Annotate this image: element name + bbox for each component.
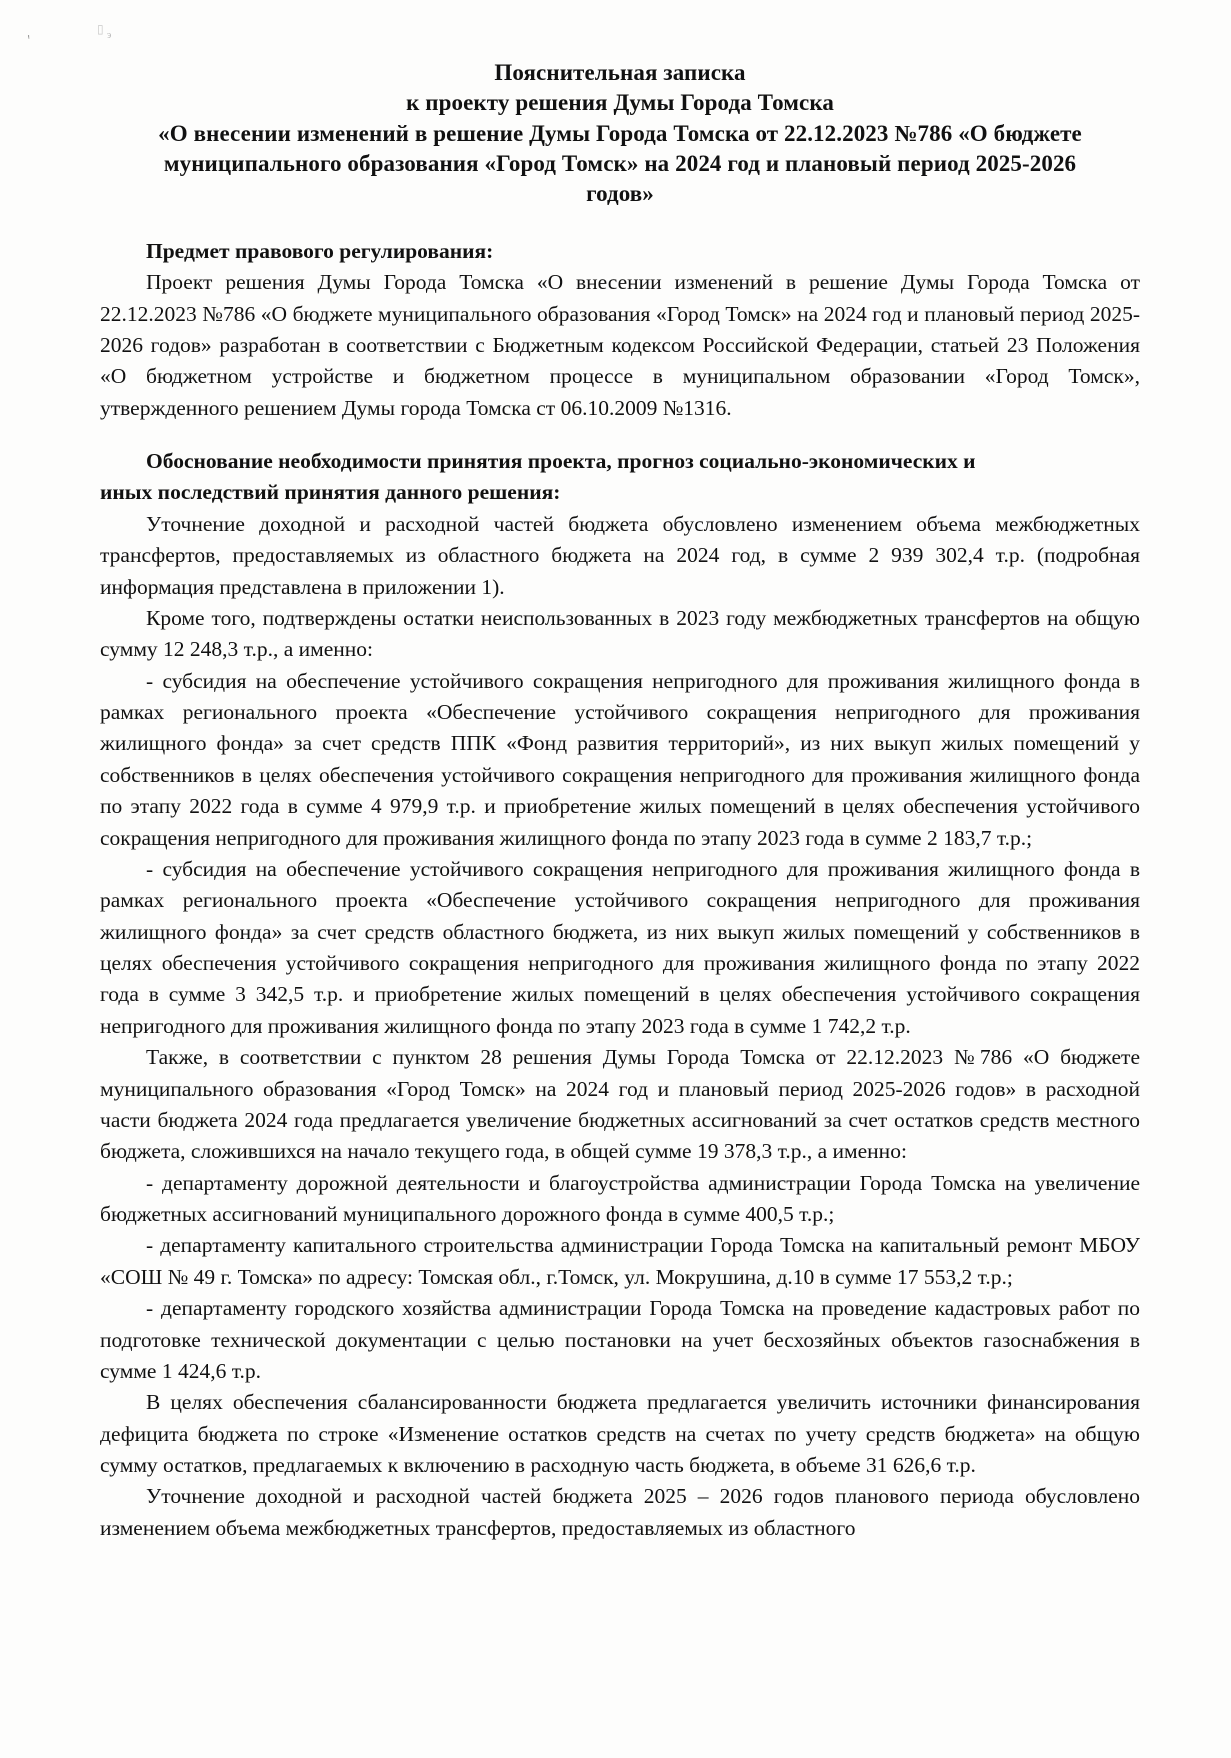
title-line-1: Пояснительная записка: [494, 60, 746, 85]
document-body: [100, 58, 1140, 1544]
paragraph-rationale-2: Кроме того, подтверждены остатки неиспользованных в 2023 году межбюджетных трансфертов на общую сумму 12 248,3 т.р., а именно:: [100, 605, 1140, 662]
section-heading-rationale-line1: Обоснование необходимости принятия проекта, прогноз социально-экономических и: [146, 449, 976, 474]
scan-artifact-top: ▯: [97, 22, 104, 36]
spacer: [100, 424, 1140, 446]
paragraph-rationale-1: Уточнение доходной и расходной частей бюджета обусловлено изменением объема межбюджетных трансфертов, предоставляемых из областного бюджета на 2024 год, в сумме 2 939 302,4 т.р. (подробная информация представлена в приложении 1).: [100, 511, 1140, 599]
paragraph-rationale-4: - субсидия на обеспечение устойчивого сокращения непригодного для проживания жилищного фонда в рамках регионального проекта «Обеспечение устойчивого сокращения непригодного для проживания жилищного фонда» за счет средств областного бюджета, из них выкуп жилых помещений у собственников в целях обеспечения устойчивого сокращения непригодного для проживания жилищного фонда по этапу 2022 года в сумме 3 342,5 т.р. и приобретение жилых помещений в целях обеспечения устойчивого сокращения непригодного для проживания жилищного фонда по этапу 2023 года в сумме 1 742,2 т.р.: [100, 856, 1140, 1038]
paragraph-rationale-9: В целях обеспечения сбалансированности бюджета предлагается увеличить источники финансирования дефицита бюджета по строке «Изменение остатков средств на счетах по учету средств бюджета» на общую сумму остатков, предлагаемых к включению в расходную часть бюджета, в объеме 31 626,6 т.р.: [100, 1390, 1140, 1478]
paragraph-rationale-6: - департаменту дорожной деятельности и благоустройства администрации Города Томска на увеличение бюджетных ассигнований муниципального дорожного фонда в сумме 400,5 т.р.;: [100, 1170, 1140, 1227]
document-title: [100, 58, 1140, 210]
paragraph-rationale-5: Также, в соответствии с пунктом 28 решения Думы Города Томска от 22.12.2023 №786 «О бюджете муниципального образования «Город Томск» на 2024 год и плановый период 2025-2026 годов» в расходной части бюджета 2024 года предлагается увеличение бюджетных ассигнований за счет остатков средств местного бюджета, сложившихся на начало текущего года, в общей сумме 19 378,3 т.р., а именно:: [100, 1045, 1140, 1164]
scan-artifact-left: ꞌ: [26, 31, 32, 47]
paragraph-rationale-3: - субсидия на обеспечение устойчивого сокращения непригодного для проживания жилищного фонда в рамках регионального проекта «Обеспечение устойчивого сокращения непригодного для проживания жилищного фонда» за счет средств ППК «Фонд развития территорий», из них выкуп жилых помещений у собственников в целях обеспечения устойчивого сокращения непригодного для проживания жилищного фонда по этапу 2022 года в сумме 4 979,9 т.р. и приобретение жилых помещений в целях обеспечения устойчивого сокращения непригодного для проживания жилищного фонда по этапу 2023 года в сумме 2 183,7 т.р.;: [100, 668, 1140, 850]
paragraph-rationale-8: - департаменту городского хозяйства администрации Города Томска на проведение кадастровых работ по подготовке технической документации с целью постановки на учет бесхозяйных объектов газоснабжения в сумме 1 424,6 т.р.: [100, 1296, 1140, 1383]
title-line-5: годов»: [586, 181, 654, 207]
section-heading-rationale-line2: иных последствий принятия данного решения:: [100, 480, 561, 505]
paragraph-rationale-7: - департаменту капитального строительства администрации Города Томска на капитальный ремонт МБОУ «СОШ № 49 г. Томска» по адресу: Томская обл., г.Томск, ул. Мокрушина, д.10 в сумме 17 553,2 т.р.;: [100, 1233, 1140, 1289]
title-line-2: к проекту решения Думы Города Томска: [406, 90, 834, 116]
document-text: [100, 236, 1140, 1544]
title-line-4: муниципального образования «Город Томск» на 2024 год и плановый период 2025-2026: [163, 151, 1077, 177]
paragraph-subject-1: Проект решения Думы Города Томска «О внесении изменений в решение Думы Города Томска от 22.12.2023 №786 «О бюджете муниципального образования «Город Томск» на 2024 год и плановый период 2025-2026 годов» разработан в соответствии с Бюджетным кодексом Российской Федерации, статьей 23 Положения «О бюджетном устройстве и бюджетном процессе в муниципальном образовании «Город Томск», утвержденного решением Думы города Томска ст 06.10.2009 №1316.: [100, 270, 1140, 420]
paragraph-rationale-10: Уточнение доходной и расходной частей бюджета 2025 – 2026 годов планового периода обусловлено изменением объема межбюджетных трансфертов, предоставляемых из областного: [100, 1484, 1140, 1540]
title-line-3: «О внесении изменений в решение Думы Города Томска от 22.12.2023 №786 «О бюджете: [158, 120, 1082, 146]
section-heading-subject: Предмет правового регулирования:: [146, 238, 494, 263]
scan-artifact-mark: э: [107, 30, 112, 41]
